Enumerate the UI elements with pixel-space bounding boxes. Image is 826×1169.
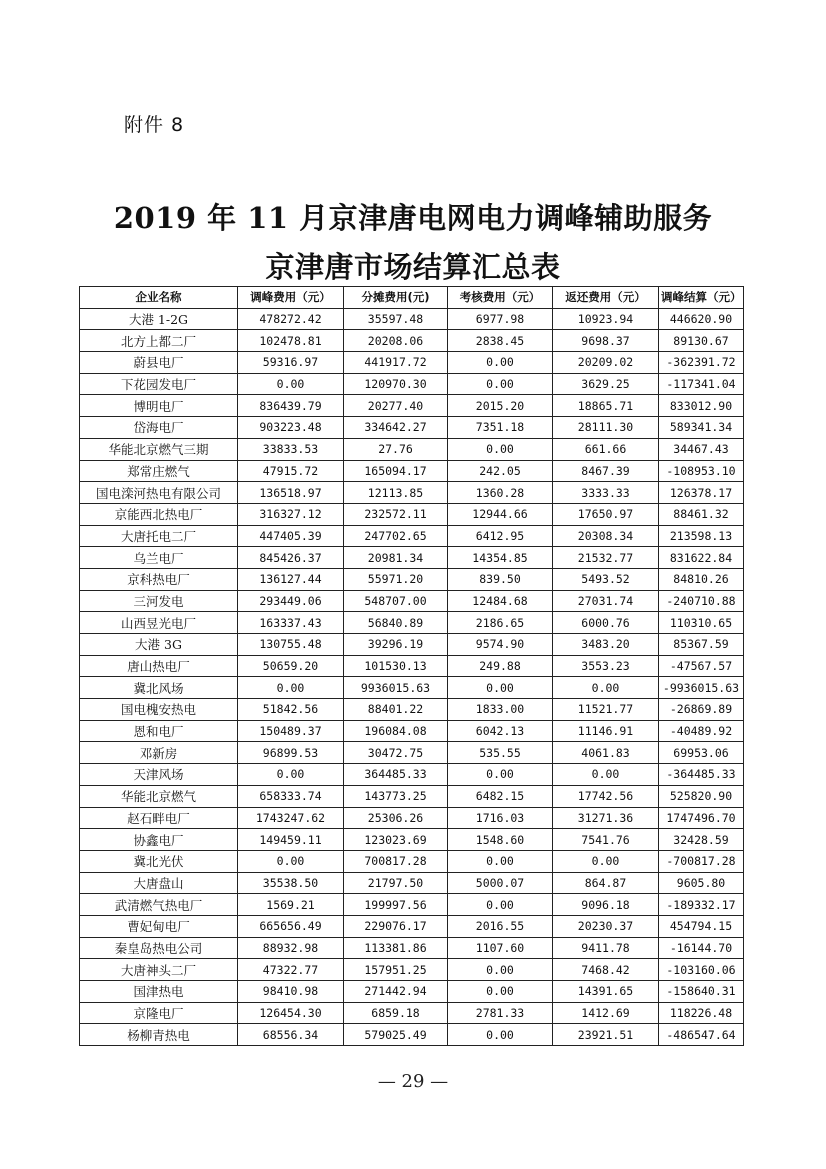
amount-cell: 27031.74 (553, 590, 659, 612)
amount-cell: 1548.60 (448, 829, 553, 851)
amount-cell: 0.00 (448, 373, 553, 395)
table-row (80, 1024, 744, 1046)
amount-cell: 0.00 (448, 1024, 553, 1046)
amount-cell: 196084.08 (344, 720, 448, 742)
table-body (80, 308, 744, 1045)
amount-cell: 249.88 (448, 655, 553, 677)
column-header: 分摊费用(元) (344, 287, 448, 309)
annex-label: 附件 8 (124, 114, 185, 136)
amount-cell: 12484.68 (448, 590, 553, 612)
table-row (80, 417, 744, 439)
amount-cell: 0.00 (448, 438, 553, 460)
table-row (80, 1002, 744, 1024)
amount-cell: 7468.42 (553, 959, 659, 981)
amount-cell: 20209.02 (553, 352, 659, 374)
amount-cell: 658333.74 (238, 785, 344, 807)
amount-cell: 18865.71 (553, 395, 659, 417)
amount-cell: -362391.72 (659, 352, 744, 374)
amount-cell: 84810.26 (659, 568, 744, 590)
amount-cell: 85367.59 (659, 634, 744, 656)
amount-cell: -486547.64 (659, 1024, 744, 1046)
table-row (80, 568, 744, 590)
amount-cell: 89130.67 (659, 330, 744, 352)
amount-cell: 130755.48 (238, 634, 344, 656)
amount-cell: 0.00 (238, 373, 344, 395)
amount-cell: 0.00 (448, 352, 553, 374)
amount-cell: -103160.06 (659, 959, 744, 981)
document-title-line2: 京津唐市场结算汇总表 (265, 250, 561, 284)
amount-cell: 579025.49 (344, 1024, 448, 1046)
amount-cell: 0.00 (238, 850, 344, 872)
amount-cell: 14354.85 (448, 547, 553, 569)
amount-cell: 271442.94 (344, 981, 448, 1003)
amount-cell: 50659.20 (238, 655, 344, 677)
amount-cell: 213598.13 (659, 525, 744, 547)
table-row (80, 829, 744, 851)
table-row (80, 785, 744, 807)
amount-cell: 0.00 (553, 850, 659, 872)
amount-cell: 2781.33 (448, 1002, 553, 1024)
amount-cell: 102478.81 (238, 330, 344, 352)
amount-cell: 700817.28 (344, 850, 448, 872)
amount-cell: 1743247.62 (238, 807, 344, 829)
amount-cell: 126454.30 (238, 1002, 344, 1024)
amount-cell: -16144.70 (659, 937, 744, 959)
amount-cell: 9096.18 (553, 894, 659, 916)
amount-cell: 12113.85 (344, 482, 448, 504)
company-name-cell: 北方上都二厂 (80, 330, 238, 352)
amount-cell: 157951.25 (344, 959, 448, 981)
company-name-cell: 秦皇岛热电公司 (80, 937, 238, 959)
amount-cell: 1716.03 (448, 807, 553, 829)
amount-cell: 11146.91 (553, 720, 659, 742)
amount-cell: 88461.32 (659, 503, 744, 525)
table-row (80, 482, 744, 504)
amount-cell: 9605.80 (659, 872, 744, 894)
company-name-cell: 大港 3G (80, 634, 238, 656)
table-row (80, 894, 744, 916)
amount-cell: 6977.98 (448, 308, 553, 330)
amount-cell: 96899.53 (238, 742, 344, 764)
table-row (80, 503, 744, 525)
amount-cell: 334642.27 (344, 417, 448, 439)
amount-cell: 27.76 (344, 438, 448, 460)
document-title-line1: 2019 年 11 月京津唐电网电力调峰辅助服务 (113, 201, 713, 235)
amount-cell: 1412.69 (553, 1002, 659, 1024)
amount-cell: 831622.84 (659, 547, 744, 569)
table-row (80, 699, 744, 721)
amount-cell: 47322.77 (238, 959, 344, 981)
amount-cell: 0.00 (448, 981, 553, 1003)
amount-cell: 136127.44 (238, 568, 344, 590)
table-row (80, 850, 744, 872)
table-row (80, 525, 744, 547)
table-row (80, 764, 744, 786)
amount-cell: 8467.39 (553, 460, 659, 482)
header-row (80, 287, 744, 309)
amount-cell: 2015.20 (448, 395, 553, 417)
amount-cell: 88401.22 (344, 699, 448, 721)
amount-cell: 548707.00 (344, 590, 448, 612)
amount-cell: 454794.15 (659, 915, 744, 937)
amount-cell: 35597.48 (344, 308, 448, 330)
page-number: — 29 — (377, 1071, 449, 1092)
table-row (80, 742, 744, 764)
amount-cell: 836439.79 (238, 395, 344, 417)
amount-cell: 232572.11 (344, 503, 448, 525)
company-name-cell: 下花园发电厂 (80, 373, 238, 395)
table-row (80, 547, 744, 569)
company-name-cell: 协鑫电厂 (80, 829, 238, 851)
amount-cell: 20230.37 (553, 915, 659, 937)
amount-cell: 6042.13 (448, 720, 553, 742)
settlement-table (79, 286, 744, 1046)
amount-cell: 229076.17 (344, 915, 448, 937)
table-row (80, 395, 744, 417)
company-name-cell: 武清燃气热电厂 (80, 894, 238, 916)
column-header: 考核费用（元） (448, 287, 553, 309)
company-name-cell: 大唐神头二厂 (80, 959, 238, 981)
company-name-cell: 唐山热电厂 (80, 655, 238, 677)
amount-cell: 5000.07 (448, 872, 553, 894)
amount-cell: -700817.28 (659, 850, 744, 872)
amount-cell: 88932.98 (238, 937, 344, 959)
amount-cell: 903223.48 (238, 417, 344, 439)
table-row (80, 373, 744, 395)
amount-cell: 6859.18 (344, 1002, 448, 1024)
amount-cell: 0.00 (553, 677, 659, 699)
table-row (80, 460, 744, 482)
amount-cell: 21797.50 (344, 872, 448, 894)
company-name-cell: 国津热电 (80, 981, 238, 1003)
table-row (80, 590, 744, 612)
amount-cell: -26869.89 (659, 699, 744, 721)
company-name-cell: 郑常庄燃气 (80, 460, 238, 482)
company-name-cell: 天津风场 (80, 764, 238, 786)
amount-cell: 1107.60 (448, 937, 553, 959)
amount-cell: 25306.26 (344, 807, 448, 829)
amount-cell: 31271.36 (553, 807, 659, 829)
amount-cell: 0.00 (448, 894, 553, 916)
amount-cell: 32428.59 (659, 829, 744, 851)
amount-cell: 3553.23 (553, 655, 659, 677)
amount-cell: 20981.34 (344, 547, 448, 569)
amount-cell: 51842.56 (238, 699, 344, 721)
column-header: 调峰结算（元） (659, 287, 744, 309)
amount-cell: 0.00 (238, 677, 344, 699)
amount-cell: 118226.48 (659, 1002, 744, 1024)
amount-cell: 1360.28 (448, 482, 553, 504)
amount-cell: -40489.92 (659, 720, 744, 742)
company-name-cell: 杨柳青热电 (80, 1024, 238, 1046)
company-name-cell: 华能北京燃气 (80, 785, 238, 807)
amount-cell: 535.55 (448, 742, 553, 764)
amount-cell: 59316.97 (238, 352, 344, 374)
amount-cell: 6412.95 (448, 525, 553, 547)
table-row (80, 959, 744, 981)
company-name-cell: 山西昱光电厂 (80, 612, 238, 634)
amount-cell: 478272.42 (238, 308, 344, 330)
company-name-cell: 国电槐安热电 (80, 699, 238, 721)
amount-cell: 293449.06 (238, 590, 344, 612)
amount-cell: 0.00 (448, 959, 553, 981)
amount-cell: 447405.39 (238, 525, 344, 547)
amount-cell: 55971.20 (344, 568, 448, 590)
amount-cell: 14391.65 (553, 981, 659, 1003)
amount-cell: 110310.65 (659, 612, 744, 634)
amount-cell: 5493.52 (553, 568, 659, 590)
amount-cell: 833012.90 (659, 395, 744, 417)
company-name-cell: 京能西北热电厂 (80, 503, 238, 525)
company-name-cell: 邓新房 (80, 742, 238, 764)
amount-cell: -158640.31 (659, 981, 744, 1003)
amount-cell: 120970.30 (344, 373, 448, 395)
amount-cell: 150489.37 (238, 720, 344, 742)
company-name-cell: 京隆电厂 (80, 1002, 238, 1024)
company-name-cell: 冀北风场 (80, 677, 238, 699)
amount-cell: 9411.78 (553, 937, 659, 959)
amount-cell: 0.00 (238, 764, 344, 786)
amount-cell: 446620.90 (659, 308, 744, 330)
amount-cell: 665656.49 (238, 915, 344, 937)
table-row (80, 308, 744, 330)
amount-cell: 845426.37 (238, 547, 344, 569)
amount-cell: 247702.65 (344, 525, 448, 547)
amount-cell: 3333.33 (553, 482, 659, 504)
amount-cell: 113381.86 (344, 937, 448, 959)
amount-cell: 9574.90 (448, 634, 553, 656)
amount-cell: 23921.51 (553, 1024, 659, 1046)
amount-cell: 39296.19 (344, 634, 448, 656)
amount-cell: 30472.75 (344, 742, 448, 764)
amount-cell: 56840.89 (344, 612, 448, 634)
amount-cell: -47567.57 (659, 655, 744, 677)
amount-cell: 0.00 (448, 677, 553, 699)
amount-cell: 525820.90 (659, 785, 744, 807)
amount-cell: -364485.33 (659, 764, 744, 786)
amount-cell: 20208.06 (344, 330, 448, 352)
amount-cell: -9936015.63 (659, 677, 744, 699)
amount-cell: -189332.17 (659, 894, 744, 916)
amount-cell: 17650.97 (553, 503, 659, 525)
company-name-cell: 大唐托电二厂 (80, 525, 238, 547)
amount-cell: 6482.15 (448, 785, 553, 807)
table-row (80, 612, 744, 634)
table-row (80, 352, 744, 374)
amount-cell: -240710.88 (659, 590, 744, 612)
table-row (80, 872, 744, 894)
table-row (80, 438, 744, 460)
amount-cell: 242.05 (448, 460, 553, 482)
amount-cell: 2016.55 (448, 915, 553, 937)
amount-cell: 1569.21 (238, 894, 344, 916)
amount-cell: 28111.30 (553, 417, 659, 439)
amount-cell: 33833.53 (238, 438, 344, 460)
company-name-cell: 岱海电厂 (80, 417, 238, 439)
amount-cell: 3483.20 (553, 634, 659, 656)
amount-cell: 0.00 (448, 764, 553, 786)
company-name-cell: 蔚县电厂 (80, 352, 238, 374)
amount-cell: 7541.76 (553, 829, 659, 851)
amount-cell: 589341.34 (659, 417, 744, 439)
amount-cell: 21532.77 (553, 547, 659, 569)
column-header: 返还费用（元） (553, 287, 659, 309)
column-header: 调峰费用（元） (238, 287, 344, 309)
amount-cell: 163337.43 (238, 612, 344, 634)
amount-cell: 12944.66 (448, 503, 553, 525)
company-name-cell: 三河发电 (80, 590, 238, 612)
company-name-cell: 大港 1-2G (80, 308, 238, 330)
amount-cell: 149459.11 (238, 829, 344, 851)
amount-cell: 1747496.70 (659, 807, 744, 829)
company-name-cell: 华能北京燃气三期 (80, 438, 238, 460)
table-row (80, 937, 744, 959)
table-row (80, 677, 744, 699)
table-row (80, 981, 744, 1003)
amount-cell: 864.87 (553, 872, 659, 894)
amount-cell: 143773.25 (344, 785, 448, 807)
amount-cell: 101530.13 (344, 655, 448, 677)
amount-cell: 11521.77 (553, 699, 659, 721)
amount-cell: 316327.12 (238, 503, 344, 525)
amount-cell: 9698.37 (553, 330, 659, 352)
amount-cell: 7351.18 (448, 417, 553, 439)
table-row (80, 915, 744, 937)
company-name-cell: 曹妃甸电厂 (80, 915, 238, 937)
amount-cell: 364485.33 (344, 764, 448, 786)
amount-cell: 441917.72 (344, 352, 448, 374)
amount-cell: 0.00 (553, 764, 659, 786)
amount-cell: 6000.76 (553, 612, 659, 634)
table-row (80, 807, 744, 829)
table-row (80, 655, 744, 677)
amount-cell: 661.66 (553, 438, 659, 460)
amount-cell: -108953.10 (659, 460, 744, 482)
amount-cell: 20277.40 (344, 395, 448, 417)
amount-cell: 68556.34 (238, 1024, 344, 1046)
table-row (80, 634, 744, 656)
amount-cell: 123023.69 (344, 829, 448, 851)
amount-cell: 839.50 (448, 568, 553, 590)
company-name-cell: 京科热电厂 (80, 568, 238, 590)
amount-cell: 20308.34 (553, 525, 659, 547)
amount-cell: 4061.83 (553, 742, 659, 764)
company-name-cell: 赵石畔电厂 (80, 807, 238, 829)
amount-cell: 165094.17 (344, 460, 448, 482)
amount-cell: 2186.65 (448, 612, 553, 634)
amount-cell: 199997.56 (344, 894, 448, 916)
company-name-cell: 乌兰电厂 (80, 547, 238, 569)
table-row (80, 330, 744, 352)
company-name-cell: 恩和电厂 (80, 720, 238, 742)
amount-cell: 69953.06 (659, 742, 744, 764)
company-name-cell: 大唐盘山 (80, 872, 238, 894)
amount-cell: 126378.17 (659, 482, 744, 504)
amount-cell: 1833.00 (448, 699, 553, 721)
column-header: 企业名称 (80, 287, 238, 309)
amount-cell: 136518.97 (238, 482, 344, 504)
amount-cell: -117341.04 (659, 373, 744, 395)
amount-cell: 35538.50 (238, 872, 344, 894)
company-name-cell: 冀北光伏 (80, 850, 238, 872)
amount-cell: 9936015.63 (344, 677, 448, 699)
company-name-cell: 博明电厂 (80, 395, 238, 417)
amount-cell: 17742.56 (553, 785, 659, 807)
amount-cell: 47915.72 (238, 460, 344, 482)
company-name-cell: 国电滦河热电有限公司 (80, 482, 238, 504)
table-row (80, 720, 744, 742)
amount-cell: 3629.25 (553, 373, 659, 395)
amount-cell: 2838.45 (448, 330, 553, 352)
table-header (80, 287, 744, 309)
amount-cell: 0.00 (448, 850, 553, 872)
amount-cell: 10923.94 (553, 308, 659, 330)
amount-cell: 98410.98 (238, 981, 344, 1003)
amount-cell: 34467.43 (659, 438, 744, 460)
